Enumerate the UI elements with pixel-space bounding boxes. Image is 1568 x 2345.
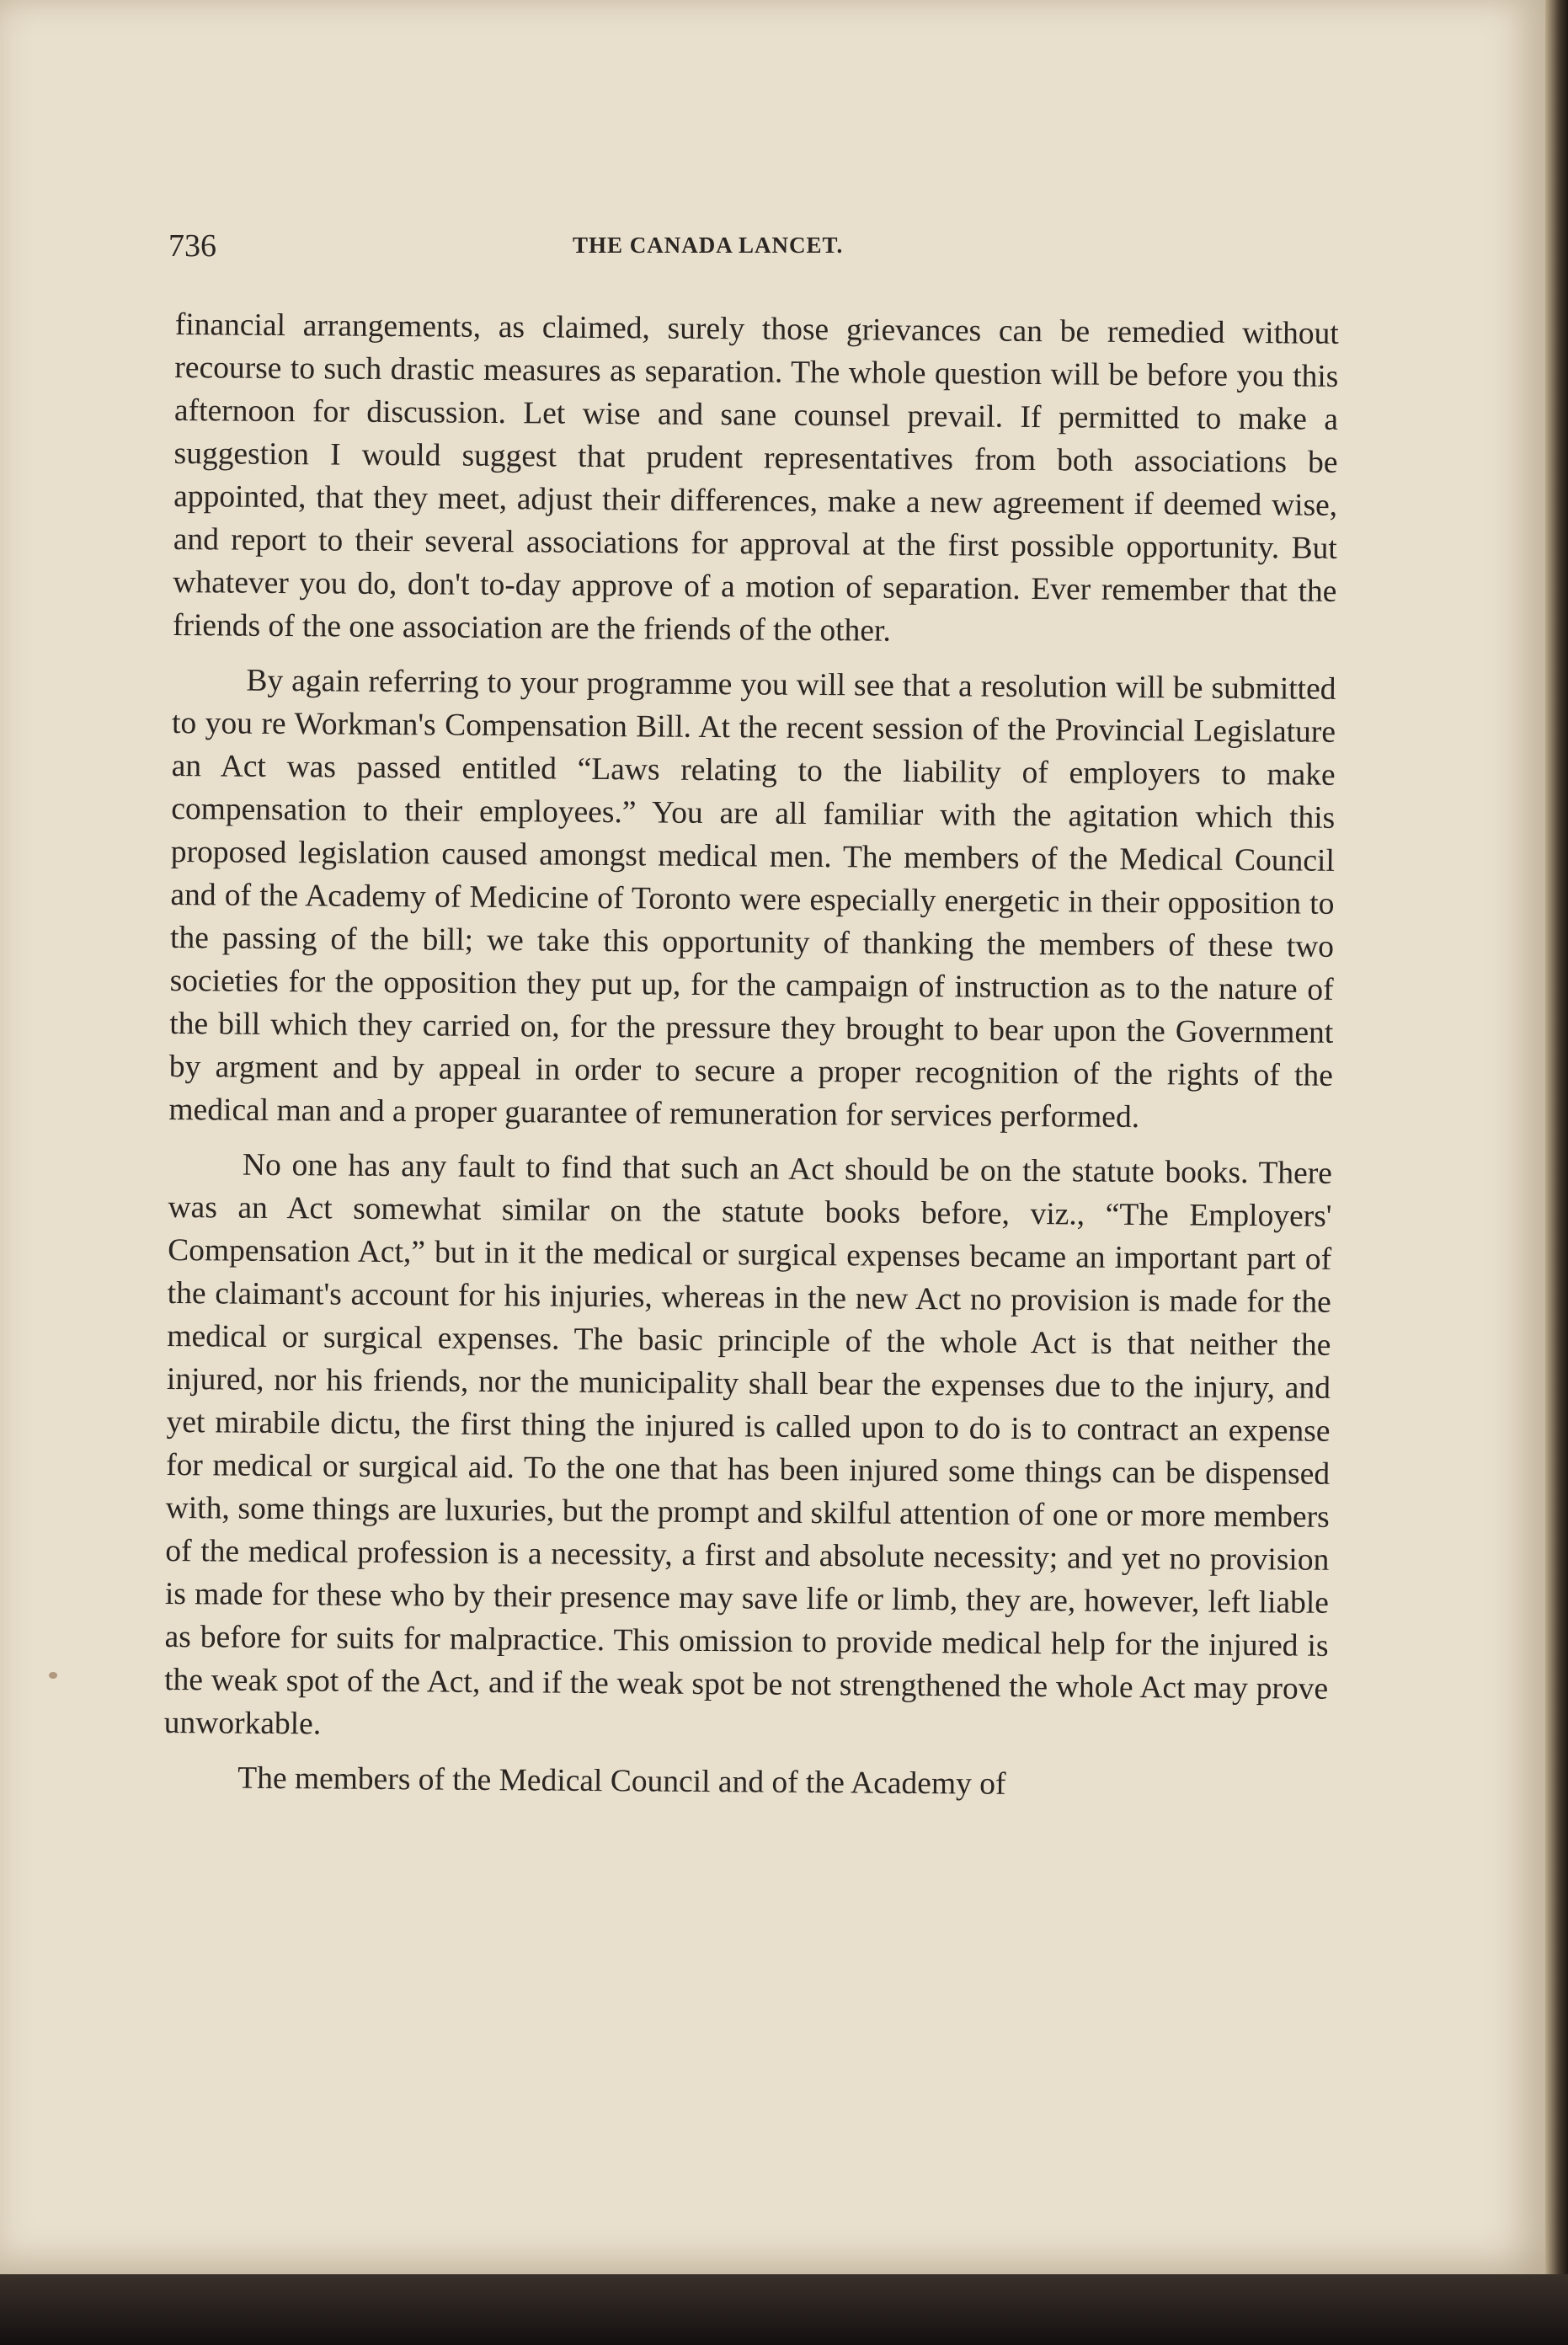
paragraph-2: By again referring to your programme you will see that a resolution will be submitted to you re Workman's Compensation Bill. At the recent session of the Provincial Legislature an Act was passed entitled “Laws relating to the liability of employers to make compensation to their employees.” You are all familiar with the agitation which this proposed legislation caused amongst medical men. The members of the Medical Council and of the Academy of Medicine of Toronto were especially energetic in their opposition to the passing of the bill; we take this opportunity of thanking the members of these two societies for the opposition they put up, for the campaign of instruction as to the nature of the bill which they carried on, for the pressure they brought to bear upon the Government by argment and by appeal in order to secure a proper recognition of the rights of the medical man and a proper guarantee of remuneration for services performed.: [168, 663, 1336, 1135]
page-header: [168, 227, 1339, 278]
page-number: 736: [168, 228, 216, 264]
paper-speck: [49, 1672, 57, 1679]
body-text: [163, 303, 1339, 1808]
paragraph-4: The members of the Medical Council and of the Academy of: [237, 1760, 1006, 1802]
scan-bottom-border: [0, 2274, 1568, 2345]
paragraph-1: financial arrangements, as claimed, surely those grievances can be remedied without recourse to such drastic measures as separation. The whole question will be before you this afternoon for discussion. Let wise and sane counsel prevail. If permitted to make a suggestion I would suggest that prudent representatives from both associations be appointed, that they meet, adjust their differences, make a new agreement if deemed wise, and report to their several associations for approval at the first possible opportunity. But whatever you do, don't to-day approve of a motion of separation. Ever remember that the friends of the one association are the friends of the other.: [172, 307, 1339, 649]
paragraph-3: No one has any fault to find that such an Act should be on the statute books. There was an Act somewhat similar on the statute books before, viz., “The Employers' Compensation Act,” but in it the medical or surgical expenses became an important part of the claimant's account for his injuries, whereas in the new Act no provision is made for the medical or surgical expenses. The basic principle of the whole Act is that neither the injured, nor his friends, nor the municipality shall bear the expenses due to the injury, and yet mirabile dictu, the first thing the injured is called upon to do is to contract an expense for medical or surgical aid. To the one that has been injured some things can be dispensed with, some things are luxuries, but the prompt and skilful attention of one or more members of the medical profession is a necessity, a first and absolute necessity; and yet no provision is made for these who by their presence may save life or limb, they are, however, left liable as before for suits for malpractice. This omission to provide medical help for the injured is the weak spot of the Act, and if the weak spot be not strengthened the whole Act may prove unworkable.: [163, 1147, 1333, 1742]
running-head: THE CANADA LANCET.: [573, 232, 844, 258]
page-edge-shadow: [1545, 0, 1568, 2274]
